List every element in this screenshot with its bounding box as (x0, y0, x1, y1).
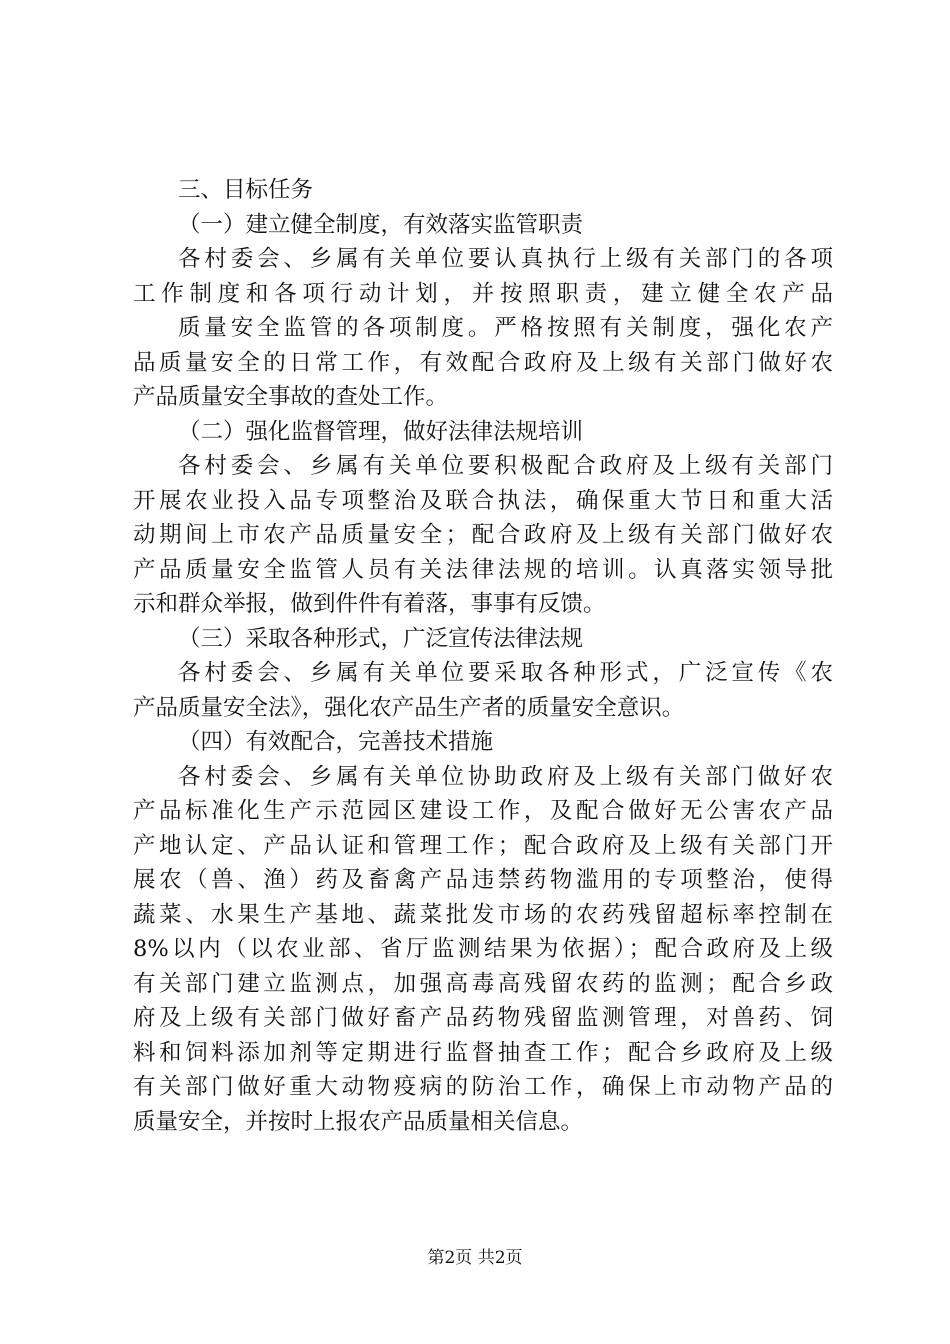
text-line: 展农（兽、渔）药及畜禽产品违禁药物滥用的专项整治，使得 (133, 867, 833, 893)
text-line: 质量安全监管的各项制度。严格按照有关制度，强化农产 (178, 315, 833, 341)
text-line: 各村委会、乡属有关单位要采取各种形式，广泛宣传《农 (178, 660, 833, 686)
text-line: 各村委会、乡属有关单位要积极配合政府及上级有关部门 (178, 453, 833, 479)
text-line: 8%以内（以农业部、省厅监测结果为依据）；配合政府及上级 (133, 936, 833, 962)
text-line: 各村委会、乡属有关单位要认真执行上级有关部门的各项 (178, 246, 833, 272)
text-line: 产品质量安全监管人员有关法律法规的培训。认真落实领导批 (133, 556, 833, 583)
text-line: （四）有效配合，完善技术措施 (178, 729, 494, 755)
text-line: 产地认定、产品认证和管理工作；配合政府及上级有关部门开 (133, 832, 833, 859)
text-line: 产品质量安全事故的查处工作。 (133, 384, 449, 410)
text-line: 有关部门做好重大动物疫病的防治工作，确保上市动物产品的 (133, 1074, 833, 1100)
text-line: 动期间上市农产品质量安全；配合政府及上级有关部门做好农 (133, 522, 833, 548)
text-line: 蔬菜、水果生产基地、蔬菜批发市场的农药残留超标率控制在 (133, 901, 833, 928)
document-body (133, 173, 833, 1139)
text-line: （一）建立健全制度，有效落实监管职责 (178, 211, 584, 238)
text-line: 开展农业投入品专项整治及联合执法，确保重大节日和重大活 (133, 487, 833, 514)
text-line: 品质量安全的日常工作，有效配合政府及上级有关部门做好农 (133, 349, 833, 376)
text-line: （二）强化监督管理，做好法律法规培训 (178, 418, 584, 445)
text-line: 各村委会、乡属有关单位协助政府及上级有关部门做好农 (178, 763, 833, 790)
text-line: 示和群众举报，做到件件有着落，事事有反馈。 (133, 591, 606, 617)
text-line: 质量安全，并按时上报农产品质量相关信息。 (133, 1108, 584, 1135)
text-line: 产品质量安全法》，强化农产品生产者的质量安全意识。 (133, 694, 685, 721)
text-line: 三、目标任务 (178, 177, 314, 203)
text-line: 工作制度和各项行动计划，并按照职责，建立健全农产品 (133, 280, 833, 307)
text-line: 产品标准化生产示范园区建设工作，及配合做好无公害农产品 (133, 798, 833, 824)
text-line: 府及上级有关部门做好畜产品药物残留监测管理，对兽药、饲 (133, 1005, 833, 1031)
text-line: 有关部门建立监测点，加强高毒高残留农药的监测；配合乡政 (133, 970, 833, 997)
text-line: （三）采取各种形式，广泛宣传法律法规 (178, 625, 584, 652)
text-line: 料和饲料添加剂等定期进行监督抽查工作；配合乡政府及上级 (133, 1039, 833, 1066)
page-footer: 第2页 共2页 (427, 1248, 523, 1268)
